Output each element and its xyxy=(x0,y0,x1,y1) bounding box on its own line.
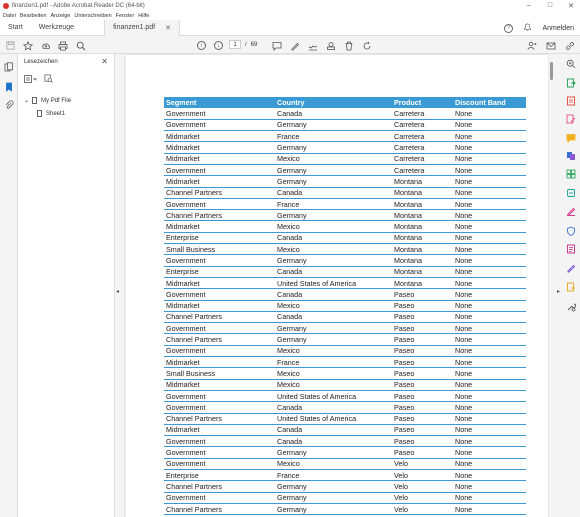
cell-country: Germany xyxy=(275,503,392,514)
cell-product: Carretera xyxy=(392,142,453,153)
attachments-icon[interactable] xyxy=(4,100,14,110)
cell-product: Paseo xyxy=(392,413,453,424)
cell-product: Paseo xyxy=(392,334,453,345)
pen-icon[interactable] xyxy=(289,40,300,51)
bookmark-options-icon[interactable] xyxy=(24,75,38,85)
cell-segment: Government xyxy=(164,119,275,130)
cell-segment: Channel Partners xyxy=(164,413,275,424)
cell-segment: Government xyxy=(164,492,275,503)
cell-segment: Enterprise xyxy=(164,470,275,481)
cell-country: Germany xyxy=(275,210,392,221)
cell-country: Germany xyxy=(275,142,392,153)
cell-product: Velo xyxy=(392,470,453,481)
cell-product: Paseo xyxy=(392,447,453,458)
cell-discount-band: None xyxy=(453,311,526,322)
maximize-button[interactable]: □ xyxy=(547,2,553,9)
cell-product: Carretera xyxy=(392,131,453,142)
page-thumbnails-icon[interactable] xyxy=(4,62,14,72)
mail-icon[interactable] xyxy=(545,40,556,51)
cell-segment: Government xyxy=(164,164,275,175)
fill-sign-icon[interactable] xyxy=(566,206,576,216)
table-row xyxy=(164,119,526,130)
cell-segment: Midmarket xyxy=(164,379,275,390)
cell-product: Montana xyxy=(392,277,453,288)
cell-product: Montana xyxy=(392,187,453,198)
cell-country: Canada xyxy=(275,436,392,447)
table-row xyxy=(164,300,526,311)
cell-country: Germany xyxy=(275,481,392,492)
cell-country: Mexico xyxy=(275,458,392,469)
link-icon[interactable] xyxy=(564,40,575,51)
menu-hilfe[interactable]: Hilfe xyxy=(138,12,150,19)
cell-discount-band: None xyxy=(453,458,526,469)
cell-product: Paseo xyxy=(392,402,453,413)
cell-discount-band: None xyxy=(453,334,526,345)
column-header-segment: Segment xyxy=(164,97,275,108)
save-icon[interactable] xyxy=(5,40,16,51)
cell-country: Canada xyxy=(275,424,392,435)
more-tools-icon[interactable] xyxy=(566,302,576,312)
cell-segment: Small Business xyxy=(164,368,275,379)
cell-discount-band: None xyxy=(453,447,526,458)
cell-segment: Midmarket xyxy=(164,142,275,153)
close-window-button[interactable]: ✕ xyxy=(568,2,574,10)
table-row xyxy=(164,470,526,481)
cell-country: Germany xyxy=(275,164,392,175)
comment-icon[interactable] xyxy=(271,40,282,51)
pdf-page xyxy=(126,55,548,517)
cell-product: Montana xyxy=(392,210,453,221)
cell-product: Montana xyxy=(392,266,453,277)
cell-product: Paseo xyxy=(392,368,453,379)
menu-anzeige[interactable]: Anzeige xyxy=(50,12,71,19)
cell-discount-band: None xyxy=(453,210,526,221)
cell-product: Velo xyxy=(392,458,453,469)
magnifier-icon[interactable] xyxy=(75,40,86,51)
cell-country: Canada xyxy=(275,232,392,243)
request-signature-icon[interactable] xyxy=(566,263,576,273)
cell-segment: Government xyxy=(164,198,275,209)
cell-discount-band: None xyxy=(453,198,526,209)
organize-pages-icon[interactable] xyxy=(566,169,576,179)
table-row xyxy=(164,334,526,345)
cell-country: Mexico xyxy=(275,153,392,164)
table-row xyxy=(164,221,526,232)
cell-segment: Midmarket xyxy=(164,153,275,164)
cell-country: Mexico xyxy=(275,221,392,232)
cell-country: France xyxy=(275,131,392,142)
page-total: 69 xyxy=(250,41,258,48)
cell-country: Germany xyxy=(275,447,392,458)
cell-product: Paseo xyxy=(392,390,453,401)
cell-segment: Enterprise xyxy=(164,266,275,277)
cell-segment: Enterprise xyxy=(164,232,275,243)
cell-discount-band: None xyxy=(453,379,526,390)
page-navigator xyxy=(229,40,257,49)
send-for-review-icon[interactable] xyxy=(566,282,576,292)
cell-discount-band: None xyxy=(453,368,526,379)
page-number-input[interactable]: 1 xyxy=(229,40,241,49)
sign-icon[interactable] xyxy=(307,40,318,51)
table-row xyxy=(164,198,526,209)
table-row xyxy=(164,436,526,447)
cell-segment: Channel Partners xyxy=(164,481,275,492)
page-icon xyxy=(32,97,37,104)
cell-product: Carretera xyxy=(392,164,453,175)
cell-country: Mexico xyxy=(275,368,392,379)
cell-product: Paseo xyxy=(392,436,453,447)
toolbar xyxy=(0,36,580,54)
table-row xyxy=(164,402,526,413)
left-rail xyxy=(0,54,18,517)
cell-country: United States of America xyxy=(275,390,392,401)
cell-product: Paseo xyxy=(392,424,453,435)
table-row xyxy=(164,357,526,368)
menu-unterschreiben[interactable]: Unterschreiben xyxy=(74,12,112,19)
tab-document[interactable] xyxy=(104,20,180,36)
table-row xyxy=(164,142,526,153)
cell-country: France xyxy=(275,357,392,368)
expand-tools-handle[interactable]: ▸ xyxy=(557,289,561,295)
cell-segment: Midmarket xyxy=(164,424,275,435)
table-row xyxy=(164,345,526,356)
cell-segment: Government xyxy=(164,402,275,413)
tab-bar xyxy=(0,20,580,36)
cell-product: Carretera xyxy=(392,108,453,119)
cell-segment: Channel Partners xyxy=(164,503,275,514)
table-row xyxy=(164,447,526,458)
cell-discount-band: None xyxy=(453,481,526,492)
menu-datei[interactable]: Datei xyxy=(3,12,16,19)
bookmark-child[interactable] xyxy=(24,107,71,120)
minimize-button[interactable]: – xyxy=(527,2,531,9)
cell-segment: Government xyxy=(164,390,275,401)
table-row xyxy=(164,153,526,164)
cell-product: Montana xyxy=(392,176,453,187)
cell-discount-band: None xyxy=(453,266,526,277)
cell-discount-band: None xyxy=(453,289,526,300)
bell-icon[interactable] xyxy=(523,23,532,34)
cell-discount-band: None xyxy=(453,470,526,481)
cell-product: Carretera xyxy=(392,119,453,130)
cell-country: Germany xyxy=(275,119,392,130)
find-bookmark-icon[interactable] xyxy=(44,74,53,85)
cell-country: Mexico xyxy=(275,379,392,390)
cell-segment: Government xyxy=(164,458,275,469)
cell-country: Germany xyxy=(275,492,392,503)
comment-tool-icon[interactable] xyxy=(566,133,576,143)
close-panel-icon[interactable]: ✕ xyxy=(101,57,108,66)
bookmarks-icon[interactable] xyxy=(4,82,14,92)
column-header-product: Product xyxy=(392,97,453,108)
table-row xyxy=(164,131,526,142)
edit-pdf-icon[interactable] xyxy=(566,114,576,124)
table-row xyxy=(164,379,526,390)
table-row xyxy=(164,289,526,300)
previous-page-icon[interactable]: ↑ xyxy=(196,40,207,51)
cell-product: Velo xyxy=(392,481,453,492)
prepare-form-icon[interactable] xyxy=(566,244,576,254)
cell-segment: Channel Partners xyxy=(164,311,275,322)
scrollbar-thumb[interactable] xyxy=(550,62,553,80)
cell-product: Paseo xyxy=(392,311,453,322)
table-row xyxy=(164,368,526,379)
menu-bar xyxy=(0,11,580,20)
cell-discount-band: None xyxy=(453,503,526,514)
cell-segment: Small Business xyxy=(164,244,275,255)
table-row xyxy=(164,108,526,119)
cell-country: United States of America xyxy=(275,413,392,424)
cell-segment: Government xyxy=(164,345,275,356)
cell-segment: Channel Partners xyxy=(164,210,275,221)
cell-product: Paseo xyxy=(392,323,453,334)
table-row xyxy=(164,323,526,334)
cell-discount-band: None xyxy=(453,131,526,142)
cell-discount-band: None xyxy=(453,402,526,413)
table-row xyxy=(164,210,526,221)
cell-country: Germany xyxy=(275,334,392,345)
cell-product: Montana xyxy=(392,198,453,209)
page-separator: / xyxy=(245,41,247,48)
cell-country: France xyxy=(275,470,392,481)
cell-discount-band: None xyxy=(453,323,526,334)
bookmarks-panel xyxy=(18,54,115,517)
vertical-scrollbar[interactable] xyxy=(549,54,555,517)
title-bar xyxy=(0,0,580,11)
cell-discount-band: None xyxy=(453,424,526,435)
cell-country: Canada xyxy=(275,266,392,277)
sign-in-button[interactable]: Anmelden xyxy=(542,24,574,32)
tab-start[interactable] xyxy=(0,20,31,36)
table-row xyxy=(164,492,526,503)
menu-bearbeiten[interactable]: Bearbeiten xyxy=(19,12,47,19)
cell-country: Canada xyxy=(275,402,392,413)
trash-icon[interactable] xyxy=(343,40,354,51)
cell-product: Montana xyxy=(392,232,453,243)
star-icon[interactable] xyxy=(22,40,33,51)
cell-segment: Channel Partners xyxy=(164,334,275,345)
cell-segment: Government xyxy=(164,108,275,119)
cell-country: Canada xyxy=(275,108,392,119)
cell-product: Paseo xyxy=(392,300,453,311)
cell-discount-band: None xyxy=(453,255,526,266)
export-pdf-icon[interactable] xyxy=(566,78,576,88)
cell-segment: Midmarket xyxy=(164,300,275,311)
stamp-icon[interactable] xyxy=(325,40,336,51)
cell-country: Germany xyxy=(275,255,392,266)
scan-ocr-icon[interactable] xyxy=(566,188,576,198)
chevron-down-icon[interactable]: ⌄ xyxy=(24,98,30,104)
cell-segment: Midmarket xyxy=(164,277,275,288)
protect-icon[interactable] xyxy=(566,226,576,236)
right-tools-rail xyxy=(562,54,580,517)
menu-fenster[interactable]: Fenster xyxy=(115,12,135,19)
bookmark-root-label: My Pdf File xyxy=(41,97,72,104)
cell-product: Montana xyxy=(392,255,453,266)
cell-discount-band: None xyxy=(453,187,526,198)
cell-product: Paseo xyxy=(392,379,453,390)
cell-discount-band: None xyxy=(453,221,526,232)
tab-werkzeuge-label: Werkzeuge xyxy=(38,24,75,31)
tab-werkzeuge[interactable] xyxy=(31,20,82,36)
zoom-icon[interactable] xyxy=(566,59,576,69)
cell-segment: Midmarket xyxy=(164,221,275,232)
cell-discount-band: None xyxy=(453,277,526,288)
cell-discount-band: None xyxy=(453,413,526,424)
share-icon[interactable] xyxy=(526,40,537,51)
next-page-icon[interactable]: ↓ xyxy=(213,40,224,51)
data-table xyxy=(164,97,526,515)
column-header-country: Country xyxy=(275,97,392,108)
table-row xyxy=(164,187,526,198)
print-icon[interactable] xyxy=(57,40,68,51)
cell-product: Velo xyxy=(392,503,453,514)
table-row xyxy=(164,266,526,277)
table-row xyxy=(164,277,526,288)
cell-segment: Government xyxy=(164,289,275,300)
cell-discount-band: None xyxy=(453,345,526,356)
cell-discount-band: None xyxy=(453,357,526,368)
cell-product: Paseo xyxy=(392,357,453,368)
tab-start-label: Start xyxy=(8,24,23,31)
column-header-discount-band: Discount Band xyxy=(453,97,526,108)
rotate-icon[interactable] xyxy=(361,40,372,51)
table-row xyxy=(164,458,526,469)
bookmark-root[interactable] xyxy=(24,94,71,107)
cell-product: Paseo xyxy=(392,289,453,300)
table-row xyxy=(164,424,526,435)
table-row xyxy=(164,255,526,266)
table-row xyxy=(164,311,526,322)
cell-discount-band: None xyxy=(453,108,526,119)
cell-country: Germany xyxy=(275,323,392,334)
cell-segment: Government xyxy=(164,436,275,447)
cell-product: Montana xyxy=(392,221,453,232)
table-row xyxy=(164,481,526,492)
table-row xyxy=(164,176,526,187)
upload-icon[interactable] xyxy=(40,40,51,51)
cell-discount-band: None xyxy=(453,390,526,401)
cell-country: Mexico xyxy=(275,345,392,356)
bookmark-tree xyxy=(24,94,71,120)
window-title: finanzen1.pdf - Adobe Acrobat Reader DC (64-bit) xyxy=(12,2,145,9)
table-header-row xyxy=(164,97,526,108)
panel-title: Lesezeichen xyxy=(24,59,58,65)
cell-discount-band: None xyxy=(453,153,526,164)
cell-country: Mexico xyxy=(275,244,392,255)
cell-discount-band: None xyxy=(453,492,526,503)
cell-discount-band: None xyxy=(453,436,526,447)
cell-country: Canada xyxy=(275,289,392,300)
table-row xyxy=(164,244,526,255)
bookmark-child-label: Sheet1 xyxy=(46,110,66,117)
cell-country: Mexico xyxy=(275,300,392,311)
cell-segment: Channel Partners xyxy=(164,187,275,198)
page-icon xyxy=(37,110,42,117)
table-row xyxy=(164,164,526,175)
table-row xyxy=(164,232,526,243)
document-view[interactable] xyxy=(124,54,550,517)
combine-files-icon[interactable] xyxy=(566,151,576,161)
cell-country: United States of America xyxy=(275,277,392,288)
create-pdf-icon[interactable] xyxy=(566,96,576,106)
cell-discount-band: None xyxy=(453,244,526,255)
cell-country: France xyxy=(275,198,392,209)
cell-discount-band: None xyxy=(453,142,526,153)
cell-segment: Midmarket xyxy=(164,357,275,368)
cell-product: Velo xyxy=(392,492,453,503)
cell-discount-band: None xyxy=(453,176,526,187)
cell-product: Montana xyxy=(392,244,453,255)
cell-country: Canada xyxy=(275,187,392,198)
cell-product: Paseo xyxy=(392,345,453,356)
cell-segment: Midmarket xyxy=(164,176,275,187)
cell-discount-band: None xyxy=(453,119,526,130)
cell-product: Carretera xyxy=(392,153,453,164)
close-tab-icon[interactable]: ✕ xyxy=(165,24,171,32)
cell-discount-band: None xyxy=(453,164,526,175)
cell-discount-band: None xyxy=(453,232,526,243)
help-icon[interactable]: ? xyxy=(504,24,513,33)
table-row xyxy=(164,413,526,424)
acrobat-icon xyxy=(3,3,9,9)
cell-country: Canada xyxy=(275,311,392,322)
table-row xyxy=(164,390,526,401)
cell-country: Germany xyxy=(275,176,392,187)
cell-segment: Government xyxy=(164,323,275,334)
cell-segment: Government xyxy=(164,255,275,266)
table-row xyxy=(164,503,526,514)
cell-discount-band: None xyxy=(453,300,526,311)
collapse-panel-handle[interactable]: ◂ xyxy=(116,289,120,295)
cell-segment: Midmarket xyxy=(164,131,275,142)
tab-document-label: finanzen1.pdf xyxy=(113,24,156,31)
cell-segment: Government xyxy=(164,447,275,458)
